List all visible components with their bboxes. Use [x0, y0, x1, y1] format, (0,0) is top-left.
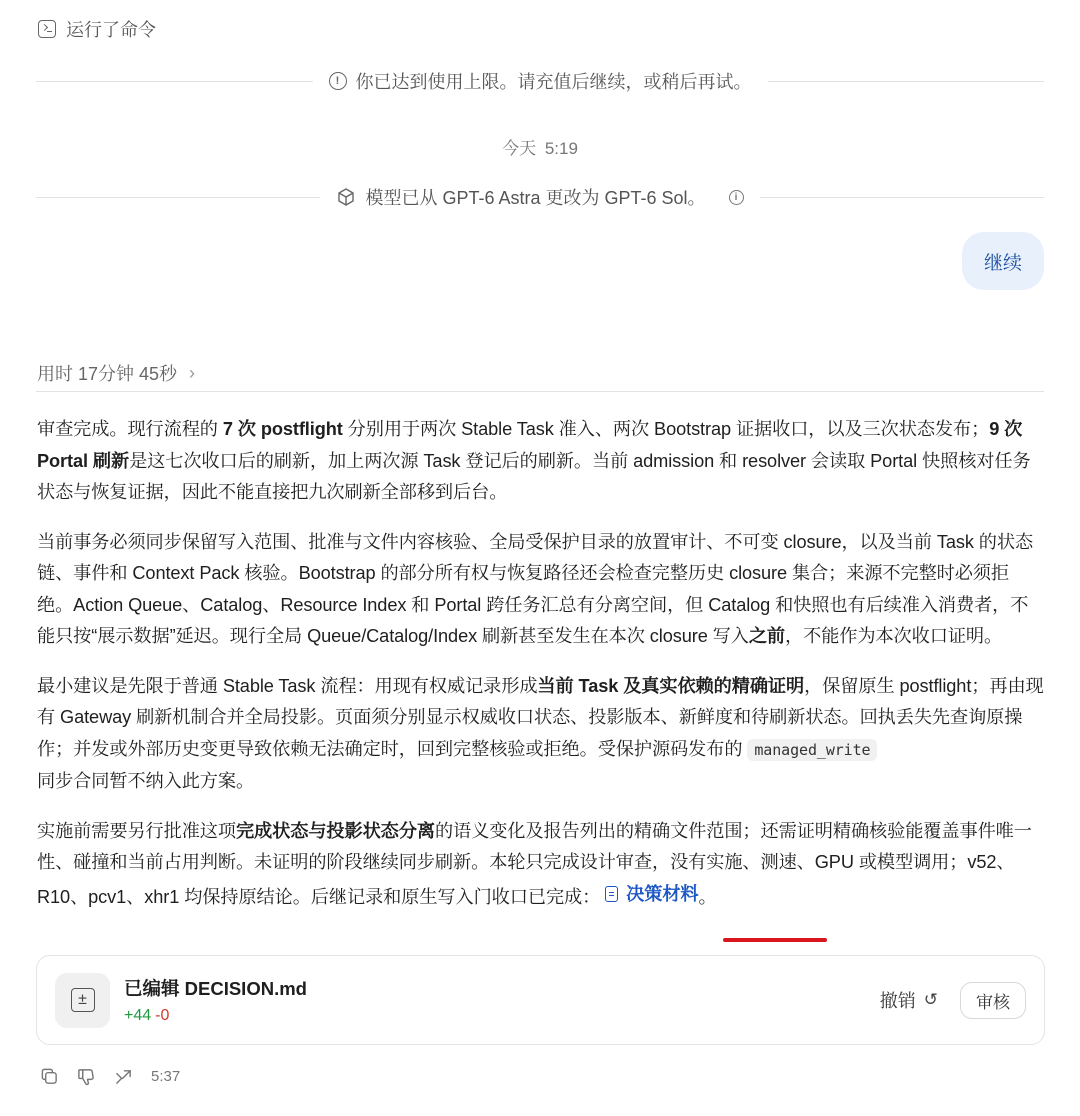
message-footer [40, 1067, 180, 1086]
text-span: 。 [698, 886, 717, 907]
limit-notice-row [36, 68, 1044, 94]
file-edit-card[interactable] [36, 955, 1045, 1045]
share-icon[interactable] [114, 1067, 133, 1086]
user-message-bubble [962, 232, 1044, 290]
today-label: 今天 [502, 139, 537, 158]
answer-paragraph [37, 671, 1045, 798]
answer-paragraph [37, 527, 1045, 653]
divider-line [768, 81, 1045, 82]
bold-text: 7 次 postflight [222, 419, 343, 439]
assistant-answer [37, 414, 1045, 931]
today-time: 5:19 [544, 139, 578, 158]
text-span: 是这七次收口后的刷新，加上两次源 Task 登记后的刷新。当前 admission 和 resolver 会读取 Portal 快照核对任务状态与恢复证据，因此不能直接把九次刷新全部移到后台。 [37, 450, 1031, 502]
decision-material-link[interactable] [605, 879, 698, 911]
limit-notice-text: 你已达到使用上限。请充值后继续，或稍后再试。 [355, 72, 752, 92]
ran-command-label: 运行了命令 [66, 20, 156, 40]
bold-text: 之前 [748, 626, 786, 646]
plus-minus-icon: ± [71, 988, 95, 1012]
thought-duration-toggle[interactable] [37, 360, 195, 386]
bold-text: 完成状态与投影状态分离 [235, 820, 435, 841]
terminal-icon [38, 20, 56, 38]
cube-icon [336, 187, 356, 207]
undo-button[interactable] [880, 987, 938, 1013]
answer-paragraph [37, 414, 1045, 509]
text-span: 的语义变化及报告列出的精确文件范围；还需证明精确核验能覆盖事件唯一性、碰撞和当前占用判断。未证明的阶段继续同步刷新。本轮只完成设计审查，没有实施、测速、GPU 或模型调用；v52、R10、pcv1、xhr1 均保持原结论。后继记录和原生写入门收口已完成： [37, 820, 1032, 907]
chevron-right-icon: › [189, 362, 196, 383]
inline-code: managed_write [747, 739, 877, 761]
thumbs-down-icon[interactable] [77, 1067, 96, 1086]
ran-command-row[interactable] [38, 16, 156, 42]
undo-icon: ↺ [923, 990, 938, 1009]
undo-label: 撤销 [879, 991, 916, 1011]
model-change-row [36, 184, 1044, 210]
footer-time: 5:37 [151, 1068, 181, 1085]
thought-duration-text: 用时 17分钟 45秒 [37, 364, 178, 384]
model-change-text: 模型已从 GPT-6 Astra 更改为 GPT-6 Sol。 [365, 188, 706, 208]
lines-added: +44 [124, 1007, 152, 1024]
text-span: 最小建议是先限于普通 Stable Task 流程：用现有权威记录形成 [37, 675, 538, 696]
document-icon [605, 886, 618, 902]
copy-icon[interactable] [40, 1067, 59, 1086]
text-span: 当前事务必须同步保留写入范围、批准与文件内容核验、全局受保护目录的放置审计、不可变 closure，以及当前 Task 的状态链、事件和 Context Pack 核验。Bootstrap 的部分所有权与恢复路径还会检查完整历史 closure 集合；来源不完整时必须拒绝。Action Queue、Catalog、Resource Index 和 Portal 跨任务汇总有分离空间，但 Catalog 和快照也有后续准入消费者，不能只按“展示数据”延迟。现行全局 Queue/Catalog/Index 刷新甚至发生在本次 closure 写入 [37, 531, 1034, 646]
info-icon[interactable]: i [729, 190, 744, 205]
divider-line [760, 197, 1044, 198]
timestamp-divider [0, 134, 1080, 159]
diff-icon-box [55, 973, 110, 1028]
review-button[interactable] [960, 982, 1026, 1019]
text-span: 分别用于两次 Stable Task 准入、两次 Bootstrap 证据收口，以及三次状态发布； [342, 419, 990, 439]
red-underline-annotation [723, 938, 827, 942]
review-label: 审核 [976, 992, 1010, 1012]
lines-removed: -0 [155, 1007, 170, 1024]
link-label: 决策材料 [626, 883, 699, 904]
edited-filename: 已编辑 DECISION.md [124, 978, 307, 999]
text-span: ，保留原生 postflight；再由现有 Gateway 刷新机制合并全局投影。页面须分别显示权威收口状态、投影版本、新鲜度和待刷新状态。回执丢失先查询原操作；并发或外部历史变更导致依赖无法确定时，回到完整核验或拒绝。受保护源码发布的 [37, 675, 1044, 759]
alert-icon: ! [329, 72, 347, 90]
text-span: 同步合同暂不纳入此方案。 [37, 771, 255, 791]
text-span: 实施前需要另行批准这项 [37, 820, 236, 841]
bold-text: 9 次 Portal 刷新 [37, 419, 1023, 471]
text-span: ，不能作为本次收口证明。 [785, 626, 1003, 646]
divider-line [36, 81, 313, 82]
bold-text: 当前 Task 及真实依赖的精确证明 [537, 675, 805, 696]
divider-line [36, 391, 1044, 392]
answer-paragraph [37, 816, 1045, 913]
divider-line [36, 197, 320, 198]
text-span: 审查完成。现行流程的 [37, 419, 223, 439]
user-message-text: 继续 [983, 252, 1022, 274]
